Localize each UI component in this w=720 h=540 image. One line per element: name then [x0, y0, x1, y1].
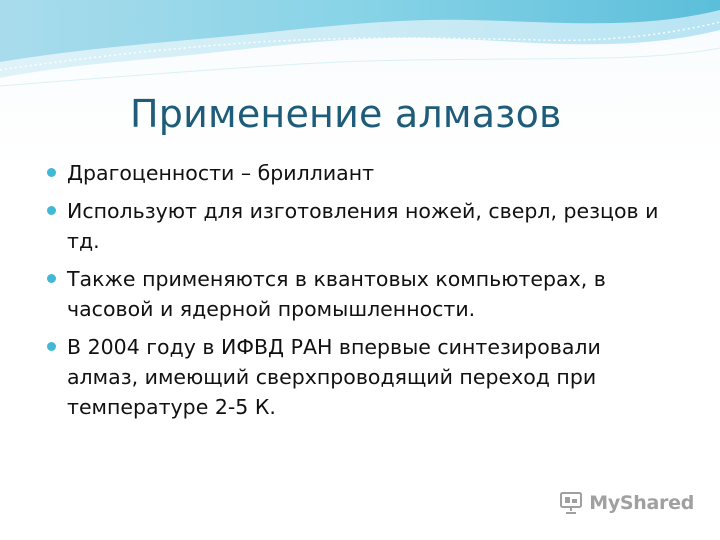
- list-item: [45, 332, 675, 422]
- list-item: [45, 264, 675, 324]
- bullet-text: В 2004 году в ИФВД РАН впервые синтезировали алмаз, имеющий сверхпроводящий переход при температуре 2-5 К.: [67, 335, 601, 419]
- bullet-icon: [47, 274, 56, 283]
- bullet-icon: [47, 168, 56, 177]
- bullet-text: Драгоценности – бриллиант: [67, 161, 375, 185]
- watermark-text: MyShared: [589, 492, 694, 514]
- presentation-board-icon: [558, 490, 584, 516]
- bullet-text: Также применяются в квантовых компьютерах, в часовой и ядерной промышленности.: [67, 267, 606, 321]
- bullet-icon: [47, 206, 56, 215]
- list-item: [45, 196, 675, 256]
- list-item: [45, 158, 675, 188]
- slide-title: Применение алмазов: [130, 92, 562, 136]
- bullet-list: [45, 158, 675, 430]
- header-wave-decoration: [0, 0, 720, 90]
- bullet-icon: [47, 342, 56, 351]
- bullet-text: Используют для изготовления ножей, сверл, резцов и тд.: [67, 199, 659, 253]
- watermark-logo: [558, 490, 694, 516]
